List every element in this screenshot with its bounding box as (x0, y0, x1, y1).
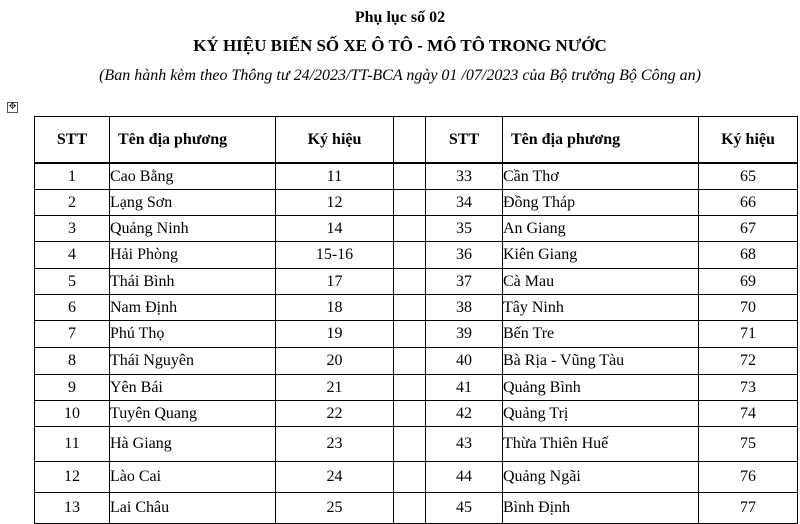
table-row (35, 493, 798, 524)
code-cell: 23 (276, 427, 394, 462)
table-row (35, 190, 798, 216)
stt-cell: 2 (35, 190, 110, 216)
table-row (35, 295, 798, 321)
stt-cell: 37 (426, 269, 503, 295)
stt-cell: 35 (426, 216, 503, 242)
header-stt-left: STT (35, 117, 110, 164)
locality-cell: Lào Cai (110, 462, 276, 493)
spacer-cell (394, 348, 426, 375)
spacer-cell (394, 242, 426, 269)
table-row (35, 462, 798, 493)
spacer-cell (394, 295, 426, 321)
spacer-cell (394, 401, 426, 427)
table-row (35, 348, 798, 375)
move-cross-icon[interactable]: ✥ (8, 102, 17, 112)
code-cell: 76 (699, 462, 798, 493)
code-cell: 11 (276, 163, 394, 190)
header-locality-right: Tên địa phương (503, 117, 699, 164)
code-cell: 22 (276, 401, 394, 427)
locality-cell: Bà Rịa - Vũng Tàu (503, 348, 699, 375)
table-row (35, 269, 798, 295)
code-cell: 24 (276, 462, 394, 493)
locality-cell: Cao Bằng (110, 163, 276, 190)
locality-cell: Yên Bái (110, 375, 276, 401)
stt-cell: 41 (426, 375, 503, 401)
stt-cell: 33 (426, 163, 503, 190)
table-row (35, 375, 798, 401)
spacer-cell (394, 321, 426, 348)
locality-cell: Tuyên Quang (110, 401, 276, 427)
locality-cell: Hà Giang (110, 427, 276, 462)
code-cell: 72 (699, 348, 798, 375)
code-cell: 18 (276, 295, 394, 321)
table-row (35, 242, 798, 269)
header-code-right: Ký hiệu (699, 117, 798, 164)
stt-cell: 7 (35, 321, 110, 348)
spacer-cell (394, 493, 426, 524)
stt-cell: 45 (426, 493, 503, 524)
table-header-row (35, 117, 798, 164)
header-stt-right: STT (426, 117, 503, 164)
locality-cell: Quảng Trị (503, 401, 699, 427)
table-row (35, 401, 798, 427)
stt-cell: 13 (35, 493, 110, 524)
code-cell: 74 (699, 401, 798, 427)
spacer-cell (394, 163, 426, 190)
stt-cell: 34 (426, 190, 503, 216)
spacer-cell (394, 269, 426, 295)
locality-cell: Bến Tre (503, 321, 699, 348)
code-cell: 66 (699, 190, 798, 216)
stt-cell: 40 (426, 348, 503, 375)
stt-cell: 44 (426, 462, 503, 493)
stt-cell: 4 (35, 242, 110, 269)
stt-cell: 6 (35, 295, 110, 321)
locality-cell: Thái Nguyên (110, 348, 276, 375)
locality-cell: An Giang (503, 216, 699, 242)
locality-cell: Lạng Sơn (110, 190, 276, 216)
code-cell: 14 (276, 216, 394, 242)
license-plate-table (34, 116, 798, 524)
document-subtitle: (Ban hành kèm theo Thông tư 24/2023/TT-BCA ngày 01 /07/2023 của Bộ trưởng Bộ Công an) (99, 67, 701, 84)
stt-cell: 43 (426, 427, 503, 462)
locality-cell: Cà Mau (503, 269, 699, 295)
stt-cell: 3 (35, 216, 110, 242)
header-code-left: Ký hiệu (276, 117, 394, 164)
locality-cell: Đồng Tháp (503, 190, 699, 216)
stt-cell: 1 (35, 163, 110, 190)
spacer-cell (394, 190, 426, 216)
stt-cell: 5 (35, 269, 110, 295)
locality-cell: Lai Châu (110, 493, 276, 524)
code-cell: 65 (699, 163, 798, 190)
code-cell: 67 (699, 216, 798, 242)
table-row (35, 321, 798, 348)
spacer-cell (394, 375, 426, 401)
locality-cell: Thừa Thiên Huế (503, 427, 699, 462)
stt-cell: 10 (35, 401, 110, 427)
locality-cell: Tây Ninh (503, 295, 699, 321)
stt-cell: 11 (35, 427, 110, 462)
locality-cell: Quảng Ngãi (503, 462, 699, 493)
locality-cell: Hải Phòng (110, 242, 276, 269)
header-locality-left: Tên địa phương (110, 117, 276, 164)
code-cell: 25 (276, 493, 394, 524)
locality-cell: Kiên Giang (503, 242, 699, 269)
stt-cell: 39 (426, 321, 503, 348)
locality-cell: Thái Bình (110, 269, 276, 295)
stt-cell: 42 (426, 401, 503, 427)
stt-cell: 8 (35, 348, 110, 375)
code-cell: 68 (699, 242, 798, 269)
appendix-label: Phụ lục số 02 (354, 9, 446, 26)
table-row (35, 163, 798, 190)
locality-cell: Nam Định (110, 295, 276, 321)
stt-cell: 12 (35, 462, 110, 493)
locality-cell: Phú Thọ (110, 321, 276, 348)
table-row (35, 427, 798, 462)
code-cell: 17 (276, 269, 394, 295)
code-cell: 77 (699, 493, 798, 524)
spacer-cell (394, 427, 426, 462)
locality-cell: Cần Thơ (503, 163, 699, 190)
code-cell: 19 (276, 321, 394, 348)
code-cell: 21 (276, 375, 394, 401)
code-cell: 75 (699, 427, 798, 462)
code-cell: 69 (699, 269, 798, 295)
locality-cell: Quảng Ninh (110, 216, 276, 242)
code-cell: 12 (276, 190, 394, 216)
stt-cell: 36 (426, 242, 503, 269)
document-title: KÝ HIỆU BIỂN SỐ XE Ô TÔ - MÔ TÔ TRONG NƯỚC (193, 36, 607, 55)
stt-cell: 38 (426, 295, 503, 321)
locality-cell: Bình Định (503, 493, 699, 524)
code-cell: 71 (699, 321, 798, 348)
table-row (35, 216, 798, 242)
spacer-cell (394, 462, 426, 493)
header-spacer (394, 117, 426, 164)
code-cell: 20 (276, 348, 394, 375)
spacer-cell (394, 216, 426, 242)
stt-cell: 9 (35, 375, 110, 401)
code-cell: 70 (699, 295, 798, 321)
locality-cell: Quảng Bình (503, 375, 699, 401)
code-cell: 73 (699, 375, 798, 401)
code-cell: 15-16 (276, 242, 394, 269)
